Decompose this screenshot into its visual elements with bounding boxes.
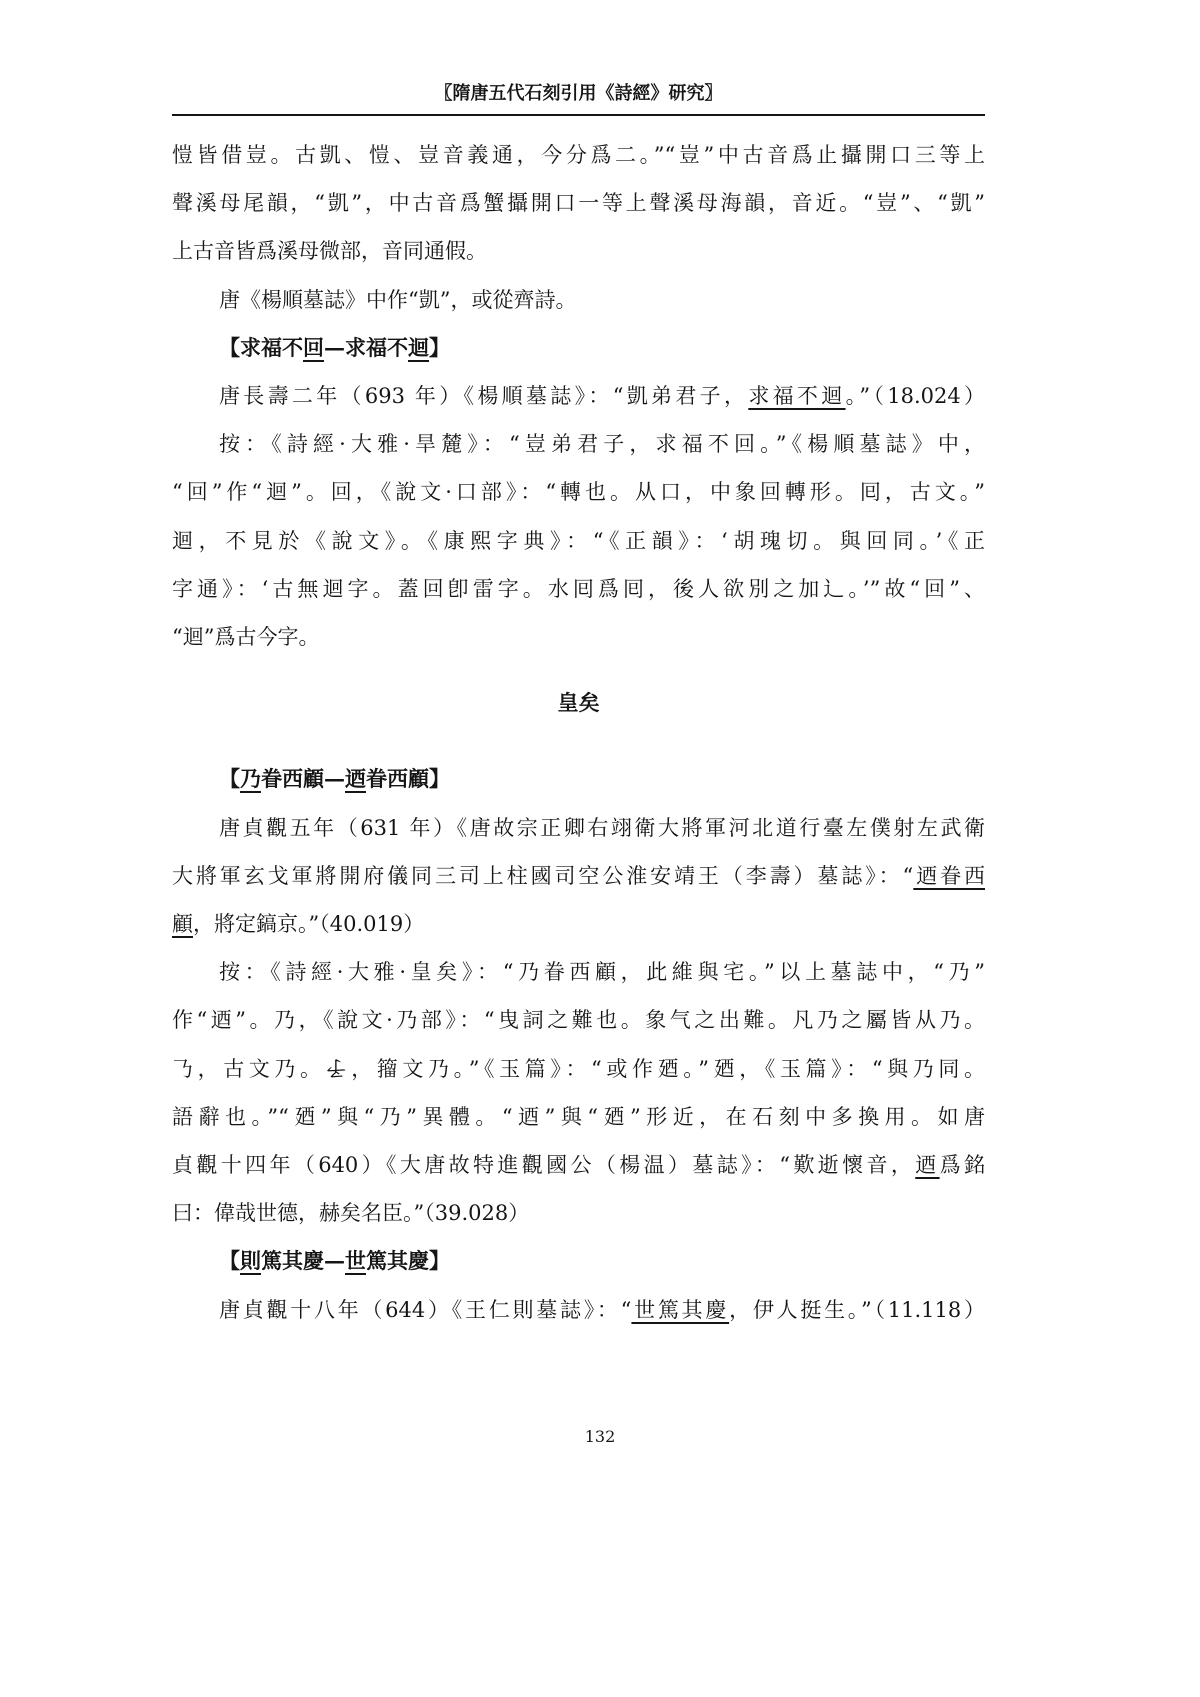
intro-remark: 唐《楊順墓誌》中作“凱”，或從齊詩。 [219, 287, 577, 312]
entry-heading [172, 755, 985, 803]
source-text: 唐貞觀十八年（644）《王仁則墓誌》：“ [219, 1297, 632, 1322]
entry-source [172, 1286, 985, 1334]
heading-text: —求福不 [324, 334, 408, 360]
header-rule [172, 114, 985, 116]
source-text: 。”（18.024） [845, 384, 985, 409]
entry-source [172, 372, 985, 420]
text-line [172, 804, 985, 852]
heading-text: 篤其慶】 [366, 1248, 450, 1274]
heading-text: 【 [219, 766, 240, 792]
underlined-text: 回 [303, 334, 324, 360]
text-line: 上古音皆爲溪母微部，音同通假。 [172, 239, 487, 264]
text-line: 字通》：‘古無迴字。蓋回卽雷字。水囘爲囘，後人欲別之加辶。’”故“回”、 [172, 576, 985, 601]
running-header: 〖隋唐五代石刻引用《詩經》研究〗 [434, 83, 723, 104]
entry-source [172, 804, 985, 949]
text-line: 按：《詩經·大雅·旱麓》：“豈弟君子，求福不回。”《楊順墓誌》中， [219, 432, 985, 457]
underlined-text: 則 [240, 1248, 261, 1274]
text-line: 聲溪母尾韻，“凱”，中古音爲蟹攝開口一等上聲溪母海韻，音近。“豈”、“凱” [172, 191, 985, 216]
source-text: ，將定鎬京。”（40.019） [193, 912, 425, 937]
text-line [172, 852, 985, 900]
entry-heading [172, 324, 985, 372]
underlined-text: 迴 [408, 334, 429, 360]
text-line [172, 1093, 985, 1141]
text-line [172, 1045, 985, 1093]
underlined-text: 迺 [915, 1153, 940, 1178]
note-text: 語辭也。”“廼”與“乃”異體。“迺”與“廼”形近，在石刻中多換用。如唐 [172, 1104, 985, 1129]
entry-note [172, 420, 985, 661]
underlined-text: 求福不迴 [748, 384, 846, 409]
note-text: 貞觀十四年（640）《大唐故特進觀國公（楊温）墓誌》：“歎逝懷音， [172, 1153, 916, 1178]
entry-note [172, 948, 985, 1237]
underlined-text: 乃 [240, 766, 261, 792]
text-line: “回”作“迴”。回，《說文·口部》：“轉也。从口，中象回轉形。囘，古文。” [172, 480, 985, 505]
text-line: 迴，不見於《說文》。《康熙字典》：“《正韻》：‘胡瑰切。與回同。’《正 [172, 528, 985, 553]
note-text: 曰：偉哉世德，赫矣名臣。”（39.028） [172, 1201, 530, 1226]
source-text: ，伊人挺生。”（11.118） [729, 1297, 985, 1322]
entry-1 [172, 324, 985, 661]
text-line: 愷皆借豈。古凱、愷、豈音義通，今分爲二。”“豈”中古音爲止攝開口三等上 [172, 143, 985, 167]
note-text: 𠄎，古文乃。𠄔，籀文乃。”《玉篇》：“或作廼。”廼，《玉篇》：“與乃同。 [172, 1056, 985, 1081]
heading-text: 【 [219, 1248, 240, 1274]
note-text: 作“迺”。乃，《說文·乃部》：“曳詞之難也。象气之出難。凡乃之屬皆从乃。 [172, 1008, 985, 1033]
underlined-text: 世篤其慶 [631, 1297, 730, 1322]
underlined-text: 迺眷西 [913, 863, 985, 888]
section-title: 皇矣 [557, 690, 600, 715]
underlined-text: 顧 [172, 912, 193, 937]
source-text: 唐長壽二年（693 年）《楊順墓誌》：“凱弟君子， [219, 384, 749, 409]
heading-text: 篤其慶— [261, 1248, 345, 1274]
underlined-text: 迺 [345, 766, 366, 792]
text-line [172, 948, 985, 996]
heading-text: 】 [429, 334, 450, 360]
heading-text: 眷西顧— [261, 766, 345, 792]
page-number: 132 [584, 1427, 616, 1446]
note-text: 按：《詩經·大雅·皇矣》：“乃眷西顧，此維與宅。”以上墓誌中，“乃” [219, 960, 985, 985]
entry-heading [172, 1237, 985, 1285]
source-text: 大將軍玄戈軍將開府儀同三司上柱國司空公淮安靖王（李壽）墓誌》：“ [172, 863, 914, 888]
text-line [172, 1141, 985, 1189]
text-line [172, 996, 985, 1044]
entry-3 [172, 1237, 985, 1333]
entry-2 [172, 755, 985, 1237]
text-line [172, 1189, 985, 1237]
underlined-text: 世 [345, 1248, 366, 1274]
intro-paragraph [172, 131, 985, 276]
page-body [172, 131, 985, 1334]
heading-text: 【求福不 [219, 334, 303, 360]
text-line: “迴”爲古今字。 [172, 625, 320, 650]
note-text: 爲銘 [939, 1153, 985, 1178]
text-line [172, 900, 985, 948]
heading-text: 眷西顧】 [366, 766, 450, 792]
source-text: 唐貞觀五年（631 年）《唐故宗正卿右翊衛大將軍河北道行臺左僕射左武衛 [219, 815, 985, 840]
